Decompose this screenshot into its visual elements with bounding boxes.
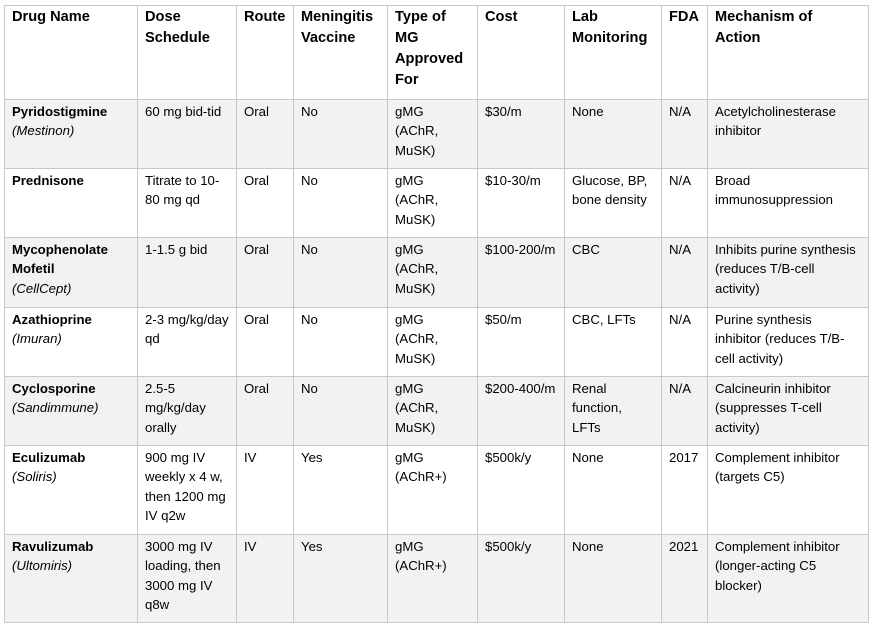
cost-cell: $500k/y [478, 446, 565, 535]
table-row [5, 169, 869, 238]
drug-brand-name: (Ultomiris) [12, 558, 73, 574]
header-mg-type: Type of MG Approved For [388, 6, 478, 100]
route-cell: IV [237, 446, 294, 535]
drug-name-cell [5, 100, 138, 169]
mechanism-cell: Acetylcholinesterase inhibitor [708, 100, 869, 169]
cost-cell: $30/m [478, 100, 565, 169]
fda-cell: N/A [662, 308, 708, 377]
header-mechanism: Mechanism of Action [708, 6, 869, 100]
mechanism-cell: Complement inhibitor (targets C5) [708, 446, 869, 535]
lab-cell: CBC, LFTs [565, 308, 662, 377]
vaccine-cell: No [294, 377, 388, 446]
drug-name-cell [5, 535, 138, 623]
drug-name-cell [5, 377, 138, 446]
drug-brand-name: (Soliris) [12, 469, 57, 485]
vaccine-cell: Yes [294, 535, 388, 623]
drug-generic-name: Ravulizumab [12, 539, 94, 554]
dose-cell: 60 mg bid-tid [138, 100, 237, 169]
dose-cell: 2-3 mg/kg/day qd [138, 308, 237, 377]
drug-comparison-table [4, 5, 869, 623]
header-meningitis-vaccine: Meningitis Vaccine [294, 6, 388, 100]
cost-cell: $50/m [478, 308, 565, 377]
fda-cell: N/A [662, 377, 708, 446]
mg-type-cell: gMG (AChR, MuSK) [388, 238, 478, 308]
table-row [5, 535, 869, 623]
mg-type-cell: gMG (AChR, MuSK) [388, 308, 478, 377]
route-cell: IV [237, 535, 294, 623]
drug-name-cell [5, 446, 138, 535]
cost-cell: $100-200/m [478, 238, 565, 308]
drug-brand-name: (Sandimmune) [12, 400, 99, 416]
header-lab-monitoring: Lab Monitoring [565, 6, 662, 100]
fda-cell: 2017 [662, 446, 708, 535]
mg-type-cell: gMG (AChR, MuSK) [388, 100, 478, 169]
dose-cell: 2.5-5 mg/kg/day orally [138, 377, 237, 446]
drug-brand-name: (CellCept) [12, 280, 72, 296]
header-cost: Cost [478, 6, 565, 100]
cost-cell: $200-400/m [478, 377, 565, 446]
table-row [5, 238, 869, 308]
fda-cell: 2021 [662, 535, 708, 623]
vaccine-cell: No [294, 100, 388, 169]
mechanism-cell: Inhibits purine synthesis (reduces T/B-cell activity) [708, 238, 869, 308]
mg-type-cell: gMG (AChR, MuSK) [388, 169, 478, 238]
drug-brand-name: (Mestinon) [12, 123, 75, 139]
drug-generic-name: Eculizumab [12, 450, 86, 465]
dose-cell: 900 mg IV weekly x 4 w, then 1200 mg IV q2w [138, 446, 237, 535]
table-row [5, 308, 869, 377]
drug-generic-name: Prednisone [12, 173, 84, 188]
header-row [5, 6, 869, 100]
vaccine-cell: No [294, 169, 388, 238]
lab-cell: None [565, 535, 662, 623]
drug-name-cell [5, 238, 138, 308]
route-cell: Oral [237, 377, 294, 446]
cost-cell: $10-30/m [478, 169, 565, 238]
drug-brand-name: (Imuran) [12, 331, 62, 347]
cost-cell: $500k/y [478, 535, 565, 623]
dose-cell: 3000 mg IV loading, then 3000 mg IV q8w [138, 535, 237, 623]
dose-cell: 1-1.5 g bid [138, 238, 237, 308]
mechanism-cell: Broad immunosuppression [708, 169, 869, 238]
mechanism-cell: Calcineurin inhibitor (suppresses T-cell activity) [708, 377, 869, 446]
route-cell: Oral [237, 100, 294, 169]
table-row [5, 100, 869, 169]
fda-cell: N/A [662, 100, 708, 169]
vaccine-cell: No [294, 238, 388, 308]
lab-cell: None [565, 100, 662, 169]
mg-type-cell: gMG (AChR+) [388, 535, 478, 623]
lab-cell: Renal function, LFTs [565, 377, 662, 446]
vaccine-cell: No [294, 308, 388, 377]
header-route: Route [237, 6, 294, 100]
drug-generic-name: Cyclosporine [12, 381, 96, 396]
route-cell: Oral [237, 308, 294, 377]
header-drug-name: Drug Name [5, 6, 138, 100]
fda-cell: N/A [662, 169, 708, 238]
vaccine-cell: Yes [294, 446, 388, 535]
route-cell: Oral [237, 169, 294, 238]
mg-type-cell: gMG (AChR+) [388, 446, 478, 535]
lab-cell: CBC [565, 238, 662, 308]
table-row [5, 446, 869, 535]
drug-generic-name: Pyridostigmine [12, 104, 108, 119]
fda-cell: N/A [662, 238, 708, 308]
dose-cell: Titrate to 10-80 mg qd [138, 169, 237, 238]
drug-name-cell [5, 308, 138, 377]
lab-cell: Glucose, BP, bone density [565, 169, 662, 238]
mg-type-cell: gMG (AChR, MuSK) [388, 377, 478, 446]
mechanism-cell: Purine synthesis inhibitor (reduces T/B-cell activity) [708, 308, 869, 377]
drug-generic-name: Azathioprine [12, 312, 92, 327]
table-row [5, 377, 869, 446]
route-cell: Oral [237, 238, 294, 308]
drug-generic-name: Mycophenolate Mofetil [12, 242, 108, 277]
header-fda: FDA [662, 6, 708, 100]
lab-cell: None [565, 446, 662, 535]
header-dose-schedule: Dose Schedule [138, 6, 237, 100]
mechanism-cell: Complement inhibitor (longer-acting C5 blocker) [708, 535, 869, 623]
drug-name-cell [5, 169, 138, 238]
